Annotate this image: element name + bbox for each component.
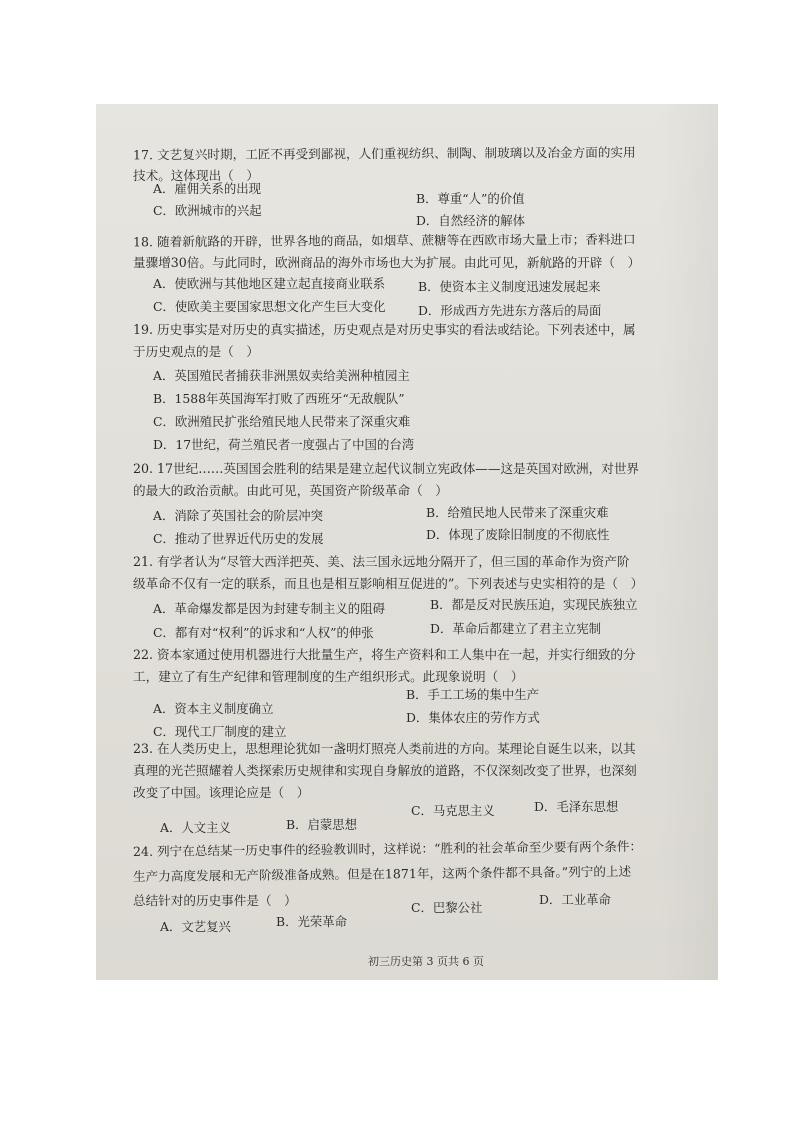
question-24-stem-line-2: 生产力高度发展和无产阶级准备成熟。但是在1871年，这两个条件都不具备。”列宁的上述 <box>132 863 632 884</box>
question-24-stem-line-3: 总结针对的历史事件是（ ） <box>133 893 297 908</box>
question-20-option-c: C．推动了世界近代历史的发展 <box>153 531 324 546</box>
question-23-option-c: C．马克思主义 <box>411 803 495 818</box>
paper-shadow <box>658 104 718 980</box>
question-24-option-b: B．光荣革命 <box>276 914 348 929</box>
question-19-option-a: A．英国殖民者捕获非洲黑奴卖给美洲种植园主 <box>153 368 410 383</box>
question-19-option-b: B．1588年英国海军打败了西班牙“无敌舰队” <box>153 391 405 406</box>
question-19-option-d: D．17世纪，荷兰殖民者一度强占了中国的台湾 <box>153 437 415 452</box>
question-22-option-c: C．现代工厂制度的建立 <box>153 724 287 739</box>
question-18-option-d: D．形成西方先进东方落后的局面 <box>418 303 602 318</box>
question-20-option-d: D．体现了废除旧制度的不彻底性 <box>426 527 610 542</box>
question-22-stem-line-1: 22. 资本家通过使用机器进行大批量生产，将生产资料和工人集中在一起，并实行细致的分 <box>133 647 636 662</box>
question-17-stem-line-2: 技术。这体现出（ ） <box>133 168 259 183</box>
question-20-stem-line-1: 20. 17世纪……英国国会胜利的结果是建立起代议制立宪政体——这是英国对欧洲，对世界 <box>133 461 640 476</box>
question-19-option-c: C．欧洲殖民扩张给殖民地人民带来了深重灾难 <box>153 414 411 429</box>
question-22-stem-line-2: 工，建立了有生产纪律和管理制度的生产组织形式。此现象说明（ ） <box>133 669 524 684</box>
question-23-stem-line-1: 23. 在人类历史上，思想理论犹如一盏明灯照亮人类前进的方向。某理论自诞生以来，以其 <box>133 741 636 756</box>
question-21-option-c: C．都有对“权利”的诉求和“人权”的伸张 <box>153 625 374 640</box>
question-21-stem-line-2: 级革命不仅有一定的联系，而且也是相互影响相互促进的”。下列表述与史实相符的是（ ） <box>133 576 644 591</box>
question-17-option-c: C．欧洲城市的兴起 <box>153 203 262 218</box>
question-21-option-b: B．都是反对民族压迫，实现民族独立 <box>430 597 638 612</box>
question-22-option-d: D．集体农庄的劳作方式 <box>406 710 540 725</box>
question-19-stem-line-2: 于历史观点的是（ ） <box>133 344 259 359</box>
question-20-option-b: B．给殖民地人民带来了深重灾难 <box>426 505 609 520</box>
question-21-option-d: D．革命后都建立了君主立宪制 <box>430 621 602 636</box>
question-22-option-b: B．手工工场的集中生产 <box>406 687 540 702</box>
question-19-stem-line-1: 19. 历史事实是对历史的真实描述，历史观点是对历史事实的看法或结论。下列表述中，属 <box>133 322 636 337</box>
question-18-stem-line-1: 18. 随着新航路的开辟，世界各地的商品，如烟草、蔗糖等在西欧市场大量上市；香料进口 <box>132 231 636 250</box>
question-23-stem-line-2: 真理的光芒照耀着人类探索历史规律和实现自身解放的道路，不仅深刻改变了世界，也深刻 <box>133 763 637 778</box>
question-22-option-a: A．资本主义制度确立 <box>153 701 274 716</box>
question-23-stem-line-3: 改变了中国。该理论应是（ ） <box>133 785 310 800</box>
question-17-stem-line-1: 17. 文艺复兴时期，工匠不再受到鄙视，人们重视纺织、制陶、制玻璃以及冶金方面的实用 <box>132 144 636 163</box>
question-18-stem-line-2: 量骤增30倍。与此同时，欧洲商品的海外市场也大为扩展。由此可见，新航路的开辟（ ） <box>133 255 641 270</box>
exam-page-photo <box>96 104 718 980</box>
question-20-stem-line-2: 的最大的政治贡献。由此可见，英国资产阶级革命（ ） <box>133 483 448 498</box>
question-17-option-b: B．尊重“人”的价值 <box>416 191 525 206</box>
question-24-option-a: A．文艺复兴 <box>160 919 231 934</box>
question-23-option-d: D．毛泽东思想 <box>534 799 619 814</box>
question-18-option-c: C．使欧美主要国家思想文化产生巨大变化 <box>153 299 386 314</box>
question-24-option-c: C．巴黎公社 <box>411 900 483 915</box>
page-footer: 初三历史第 3 页共 6 页 <box>368 955 484 968</box>
question-17-option-a: A．雇佣关系的出现 <box>153 181 262 196</box>
question-17-option-d: D．自然经济的解体 <box>416 213 526 228</box>
question-21-stem-line-1: 21. 有学者认为“尽管大西洋把英、美、法三国永远地分隔开了，但三国的革命作为资产阶 <box>133 554 630 569</box>
question-18-option-a: A．使欧洲与其他地区建立起直接商业联系 <box>153 276 385 291</box>
question-18-option-b: B．使资本主义制度迅速发展起来 <box>418 279 601 294</box>
question-24-stem-line-1: 24. 列宁在总结某一历史事件的经验教训时，这样说：“胜利的社会革命至少要有两个条件： <box>132 838 643 859</box>
question-20-option-a: A．消除了英国社会的阶层冲突 <box>153 508 324 523</box>
question-21-option-a: A．革命爆发都是因为封建专制主义的阻碍 <box>153 601 385 616</box>
question-23-option-a: A．人文主义 <box>160 820 231 835</box>
question-24-option-d: D．工业革命 <box>539 892 611 907</box>
question-23-option-b: B．启蒙思想 <box>286 817 358 832</box>
